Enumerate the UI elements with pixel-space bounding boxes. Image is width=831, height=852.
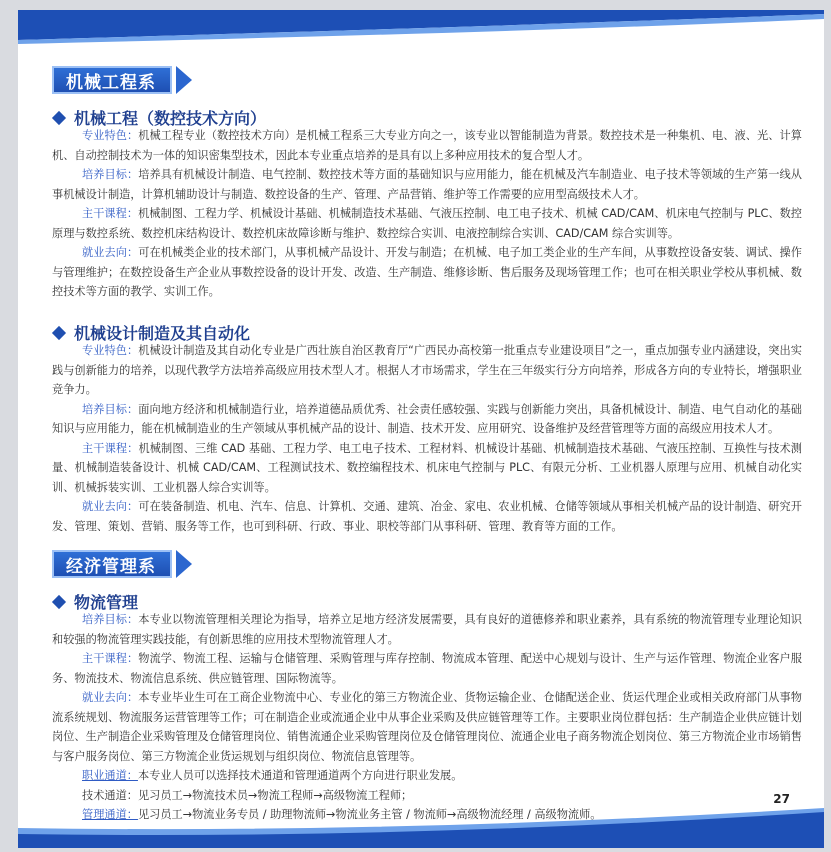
item-text: 本专业毕业生可在工商企业物流中心、专业化的第三方物流企业、货物运输企业、仓储配送企业、货运代理企业或相关政府部门从事物流系统规划、物流服务运营管理等工作；可在制造企业或流通企业中从事企业采购及供应链管理等工作。主要职业岗位群包括：生产制造企业供应链计划岗位、生产制造企业采购管理及仓储管理岗位、销售流通企业采购管理岗位及仓储管理岗位、流通企业电子商务物流企划岗位、第三方物流企业市场销售与客户服务岗位、第三方物流企业货运规划与组织岗位、物流信息管理等。 <box>52 691 802 763</box>
dept-tab-mechanical <box>52 66 192 94</box>
detail-item <box>52 649 802 688</box>
item-label: 主干课程： <box>82 652 139 665</box>
item-label: 管理通道： <box>82 808 138 821</box>
item-text: 机械制图、三维 CAD 基础、工程力学、电工电子技术、工程材料、机械设计基础、机械制造技术基础、气液压控制、互换性与技术测量、机械制造装备设计、机械 CAD/CAM、工程测试技术、数控编程技术、机床电气控制与 PLC、有限元分析、工业机器人原理与应用、机械自动化实训、机械拆装实训、工业机器人综合实训等。 <box>52 441 802 494</box>
item-label: 专业特色： <box>82 344 139 357</box>
page-number: 27 <box>773 792 790 806</box>
detail-item <box>52 439 802 498</box>
item-text: 机械制图、工程力学、机械设计基础、机械制造技术基础、气液压控制、电工电子技术、机械 CAD/CAM、机床电气控制与 PLC、数控原理与数控系统、数控机床结构设计、数控机床故障诊断与维护、数控综合实训、电液控制综合实训、CAD/CAM 综合实训等。 <box>52 207 802 240</box>
top-decorative-swoosh <box>18 10 824 44</box>
item-label: 就业去向： <box>82 500 139 513</box>
item-label: 专业特色： <box>82 129 139 142</box>
arrow-right-icon <box>176 550 192 578</box>
item-text: 见习员工→物流技术员→物流工程师→高级物流工程师； <box>137 788 413 802</box>
detail-item <box>52 497 802 536</box>
item-text: 本专业以物流管理相关理论为指导，培养立足地方经济发展需要，具有良好的道德修养和职业素养，具有系统的物流管理专业理论知识和较强的物流管理实践技能，有创新思维的应用技术型物流管理人才。 <box>52 613 802 646</box>
detail-item <box>52 204 802 243</box>
detail-item <box>52 400 802 439</box>
item-label: 技术通道： <box>82 788 138 802</box>
item-text: 机械设计制造及其自动化专业是广西壮族自治区教育厅“广西民办高校第一批重点专业建设项目”之一，重点加强专业内涵建设，突出实践与创新能力的培养，以现代教学方法培养高级应用技术型人才。根据人才市场需求，学生在三年级实行分方向培养，形成各方向的专业特长，增强职业竞争力。 <box>52 344 802 396</box>
major-details-mech-design <box>52 341 802 536</box>
bottom-decorative-swoosh <box>18 808 824 848</box>
item-text: 物流学、物流工程、运输与仓储管理、采购管理与库存控制、物流成本管理、配送中心规划与设计、生产与运作管理、物流企业客户服务、物流技术、物流信息系统、供应链管理、国际物流等。 <box>52 652 802 685</box>
item-label: 主干课程： <box>82 207 139 220</box>
dept-title: 机械工程系 <box>52 66 172 94</box>
detail-item <box>52 766 802 786</box>
item-text: 可在装备制造、机电、汽车、信息、计算机、交通、建筑、冶金、家电、农业机械、仓储等领域从事相关机械产品的设计制造、研究开发、管理、策划、营销、服务等工作，也可到科研、行政、事业、职校等部门从事科研、管理、教育等方面的工作。 <box>52 500 802 533</box>
item-label: 就业去向： <box>82 691 139 704</box>
diamond-bullet-icon <box>52 594 66 608</box>
diamond-bullet-icon <box>52 110 66 124</box>
item-text: 本专业人员可以选择技术通道和管理通道两个方向进行职业发展。 <box>137 769 463 782</box>
item-label: 培养目标： <box>82 402 139 416</box>
dept-tab-economics <box>52 550 192 578</box>
major-title-text: 物流管理 <box>74 593 139 612</box>
item-label: 培养目标： <box>82 168 139 181</box>
diamond-bullet-icon <box>52 325 66 339</box>
detail-item <box>52 126 802 165</box>
detail-item <box>52 341 802 400</box>
detail-item <box>52 165 802 204</box>
arrow-right-icon <box>176 66 192 94</box>
major-details-cnc <box>52 126 802 302</box>
item-text: 面向地方经济和机械制造行业，培养道德品质优秀、社会责任感较强、实践与创新能力突出，具备机械设计、制造、电气自动化的基础知识与应用能力，能在机械制造业的生产领域从事机械产品的设计、制造、技术开发、应用研究、设备维护及经营管理等方面的高级应用技术人才。 <box>52 402 802 435</box>
major-details-logistics <box>52 610 802 825</box>
item-text: 见习员工→物流业务专员 / 助理物流师→物流业务主管 / 物流师→高级物流经理 / 高级物流师。 <box>137 808 602 821</box>
detail-item <box>52 688 802 766</box>
item-label: 职业通道： <box>82 769 138 782</box>
item-text: 机械工程专业（数控技术方向）是机械工程系三大专业方向之一，该专业以智能制造为背景。数控技术是一种集机、电、液、光、计算机、自动控制技术为一体的知识密集型技术，因此本专业重点培养的是具有以上多种应用技术的复合型人才。 <box>52 129 802 162</box>
major-title-text: 机械工程（数控技术方向） <box>74 109 267 128</box>
detail-item <box>52 243 802 302</box>
item-label: 就业去向： <box>82 246 139 259</box>
item-text: 可在机械类企业的技术部门，从事机械产品设计、开发与制造；在机械、电子加工类企业的生产车间，从事数控设备安装、调试、操作与管理维护；在数控设备生产企业从事数控设备的设计开发、改造、生产制造、维修诊断、售后服务及现场管理工作；也可在相关职业学校从事机械、数控技术等方面的教学、实训工作。 <box>52 246 802 298</box>
brochure-page <box>18 10 824 848</box>
detail-item <box>52 786 802 806</box>
item-label: 主干课程： <box>82 441 139 455</box>
detail-item <box>52 610 802 649</box>
item-label: 培养目标： <box>82 613 139 626</box>
dept-title: 经济管理系 <box>52 550 172 578</box>
item-text: 培养具有机械设计制造、电气控制、数控技术等方面的基础知识与应用能力，能在机械及汽车制造业、电子技术等领域的生产第一线从事机械设计制造，计算机辅助设计与制造、数控设备的生产、管理、产品营销、维护等工作需要的应用型高级技术人才。 <box>52 168 802 201</box>
major-title-text: 机械设计制造及其自动化 <box>74 324 251 343</box>
